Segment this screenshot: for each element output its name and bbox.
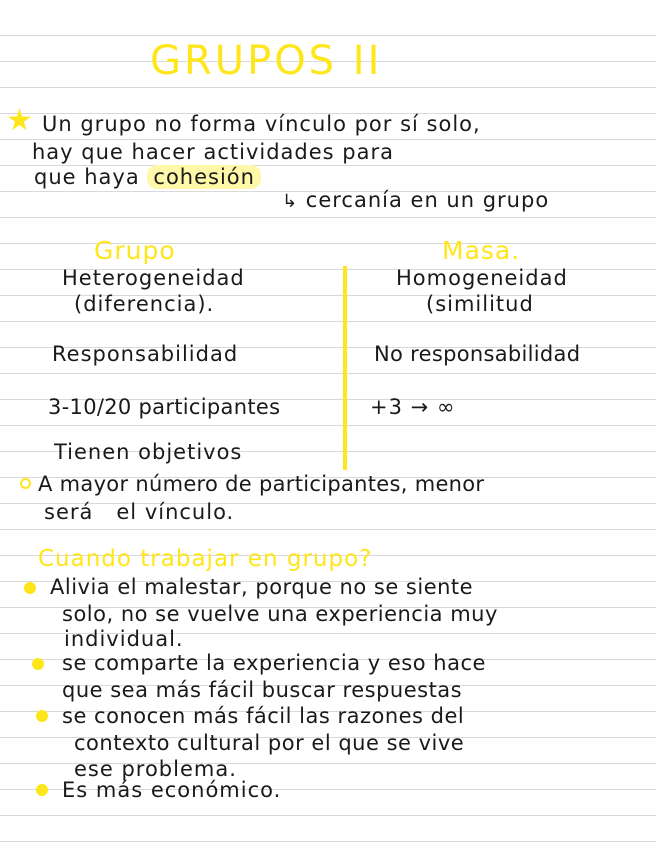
cohesion-note-text: cercanía en un grupo	[305, 188, 550, 212]
bullet-line: se conocen más fácil las razones del	[62, 704, 465, 728]
left-cell: 3-10/20 participantes	[48, 395, 281, 419]
bullet-line: Alivia el malestar, porque no se siente	[50, 575, 474, 599]
left-cell: Heterogeneidad	[62, 266, 245, 290]
intro-line-2: hay que hacer actividades para	[32, 140, 394, 164]
masa-header: Masa.	[442, 236, 521, 265]
left-cell: (diferencia).	[74, 292, 215, 316]
bullet-line: individual.	[64, 627, 184, 651]
left-cell: Responsabilidad	[52, 342, 239, 366]
intro-line-1: Un grupo no forma vínculo por sí solo,	[42, 112, 481, 136]
bullet-dot-icon	[32, 658, 44, 670]
intro-line-3	[34, 165, 261, 189]
right-cell: No responsabilidad	[374, 342, 581, 366]
ring-bullet-icon	[20, 478, 31, 489]
bullet-line: contexto cultural por el que se vive	[74, 731, 465, 755]
page-title: GRUPOS II	[150, 38, 383, 84]
bullet-dot-icon	[36, 710, 48, 722]
right-cell: Homogeneidad	[396, 266, 568, 290]
bullet-line: Es más económico.	[62, 778, 282, 802]
star-icon: ★	[6, 103, 33, 138]
table-divider	[343, 266, 347, 470]
bullet-line: que sea más fácil buscar respuestas	[62, 678, 463, 702]
note-line-2: será el vínculo.	[44, 500, 235, 524]
left-cell: Tienen objetivos	[54, 440, 243, 464]
note-line-1: A mayor número de participantes, menor	[38, 472, 485, 496]
cohesion-note	[282, 188, 549, 212]
bullet-dot-icon	[24, 582, 36, 594]
bullet-line: solo, no se vuelve una experiencia muy	[62, 602, 498, 626]
bullet-line: se comparte la experiencia y eso hace	[62, 651, 486, 675]
cohesion-highlight: cohesión	[147, 165, 261, 189]
right-cell: (similitud	[426, 292, 534, 316]
return-arrow-icon: ↳	[282, 191, 299, 212]
right-cell: +3 → ∞	[370, 395, 456, 419]
bullet-dot-icon	[36, 784, 48, 796]
grupo-header: Grupo	[94, 236, 176, 265]
section-heading: Cuando trabajar en grupo?	[38, 546, 373, 572]
bullet-line: ese problema.	[74, 757, 237, 781]
intro-line-3-prefix: que haya	[34, 165, 140, 189]
